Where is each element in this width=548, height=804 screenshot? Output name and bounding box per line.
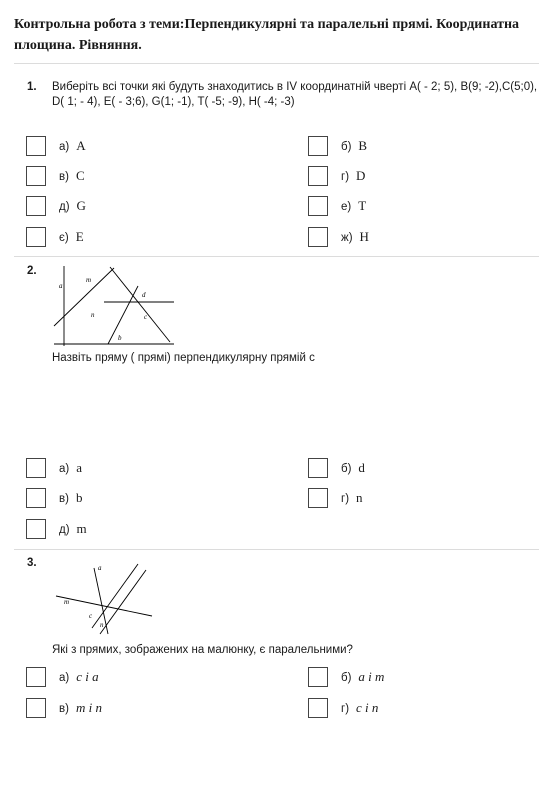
label-a: a — [59, 282, 63, 290]
line-n — [100, 570, 146, 634]
q3-option-b[interactable] — [308, 666, 384, 688]
question-2-text: Назвіть пряму ( прямі) перпендикулярну прямій c — [52, 352, 315, 364]
q1-option-e-value: E — [75, 229, 84, 244]
q1-option-t-label: е) — [341, 201, 352, 213]
q3-option-a-value: c і a — [76, 669, 99, 684]
q2-option-e-value: m — [76, 521, 87, 536]
q2-option-b-checkbox[interactable] — [308, 458, 328, 478]
q3-option-c[interactable] — [26, 697, 102, 719]
question-1-divider — [14, 256, 539, 257]
q1-option-a-value: A — [76, 138, 86, 153]
q1-option-h-value: H — [359, 229, 369, 244]
question-2-lines-diagram — [52, 264, 176, 348]
q1-option-d[interactable] — [308, 165, 365, 187]
q3-option-c-value: m і n — [75, 700, 102, 715]
q1-option-t-value: T — [358, 198, 367, 213]
q2-option-d[interactable] — [308, 487, 363, 509]
question-3-figure — [52, 556, 156, 638]
question-3-number: 3. — [27, 557, 37, 569]
label-n: n — [100, 621, 104, 629]
line-c — [92, 564, 138, 628]
q3-option-b-checkbox[interactable] — [308, 667, 328, 687]
label-a: a — [98, 564, 102, 572]
q2-option-e-checkbox[interactable] — [26, 519, 46, 539]
q1-option-c-checkbox[interactable] — [26, 166, 46, 186]
question-3-lines-diagram — [52, 556, 156, 638]
q2-option-b[interactable] — [308, 457, 365, 479]
q3-option-a-label: а) — [59, 672, 70, 684]
q2-option-e-label: д) — [59, 524, 70, 536]
line-c — [110, 267, 170, 342]
q1-option-g-checkbox[interactable] — [26, 196, 46, 216]
q1-option-a-label: а) — [59, 141, 70, 153]
line-m — [54, 268, 114, 326]
q1-option-b[interactable] — [308, 135, 367, 157]
q1-option-g-label: д) — [59, 201, 70, 213]
q1-option-h-label: ж) — [341, 232, 353, 244]
q2-option-c[interactable] — [26, 487, 82, 509]
q3-option-c-checkbox[interactable] — [26, 698, 46, 718]
question-1-text-line-2: D( 1; - 4), E( - 3;6), G(1; -1), T( -5; -9), H( -4; -3) — [52, 96, 295, 108]
q1-option-e[interactable] — [26, 226, 84, 248]
q1-option-a[interactable] — [26, 135, 86, 157]
q1-option-t[interactable] — [308, 195, 366, 217]
q2-option-b-label: б) — [341, 463, 352, 475]
q2-option-e[interactable] — [26, 518, 87, 540]
question-1-number: 1. — [27, 81, 37, 93]
label-m: m — [64, 598, 70, 606]
q1-option-d-checkbox[interactable] — [308, 166, 328, 186]
q2-option-c-label: в) — [59, 493, 69, 505]
q2-option-c-checkbox[interactable] — [26, 488, 46, 508]
q2-option-d-checkbox[interactable] — [308, 488, 328, 508]
q3-option-d-checkbox[interactable] — [308, 698, 328, 718]
q1-option-c[interactable] — [26, 165, 85, 187]
q1-option-b-checkbox[interactable] — [308, 136, 328, 156]
q3-option-d-label: г) — [341, 703, 350, 715]
q1-option-e-label: є) — [59, 232, 69, 244]
q2-option-d-label: г) — [341, 493, 350, 505]
label-c: c — [144, 313, 148, 321]
q1-option-b-value: B — [358, 138, 368, 153]
q2-option-a[interactable] — [26, 457, 82, 479]
question-3-text: Які з прямих, зображених на малюнку, є паралельними? — [52, 644, 353, 656]
q3-option-b-label: б) — [341, 672, 352, 684]
q1-option-h[interactable] — [308, 226, 369, 248]
question-2-number: 2. — [27, 265, 37, 277]
q1-option-e-checkbox[interactable] — [26, 227, 46, 247]
q3-option-c-label: в) — [59, 703, 69, 715]
line-n — [108, 286, 138, 344]
q1-option-d-label: г) — [341, 171, 350, 183]
q1-option-c-label: в) — [59, 171, 69, 183]
q3-option-a[interactable] — [26, 666, 99, 688]
q3-option-b-value: a і m — [358, 669, 385, 684]
q1-option-c-value: C — [75, 168, 85, 183]
q1-option-d-value: D — [356, 168, 366, 183]
question-1-text-line-1: Виберіть всі точки які будуть знаходитись в IV координатній чверті A( - 2; 5), B(9; -2),C(5;0), — [52, 81, 538, 93]
q1-option-g[interactable] — [26, 195, 86, 217]
label-c: c — [89, 612, 93, 620]
q2-option-a-value: a — [76, 460, 83, 475]
q1-option-g-value: G — [76, 198, 86, 213]
q1-option-t-checkbox[interactable] — [308, 196, 328, 216]
q3-option-a-checkbox[interactable] — [26, 667, 46, 687]
q3-option-d[interactable] — [308, 697, 378, 719]
label-b: b — [118, 334, 122, 342]
q2-option-a-label: а) — [59, 463, 70, 475]
title-divider — [14, 63, 539, 64]
label-m: m — [86, 276, 92, 284]
q2-option-b-value: d — [358, 460, 365, 475]
q1-option-h-checkbox[interactable] — [308, 227, 328, 247]
q2-option-d-value: n — [356, 490, 363, 505]
q1-option-a-checkbox[interactable] — [26, 136, 46, 156]
label-n: n — [91, 311, 95, 319]
page-title: Контрольна робота з теми:Перпендикулярні та паралельні прямі. Координатна площина. Рівняння. — [14, 17, 520, 53]
q2-option-c-value: b — [75, 490, 83, 505]
q1-option-b-label: б) — [341, 141, 352, 153]
label-d: d — [142, 291, 146, 299]
q3-option-d-value: c і n — [356, 700, 379, 715]
question-2-divider — [14, 549, 539, 550]
question-2-figure — [52, 264, 176, 348]
q2-option-a-checkbox[interactable] — [26, 458, 46, 478]
